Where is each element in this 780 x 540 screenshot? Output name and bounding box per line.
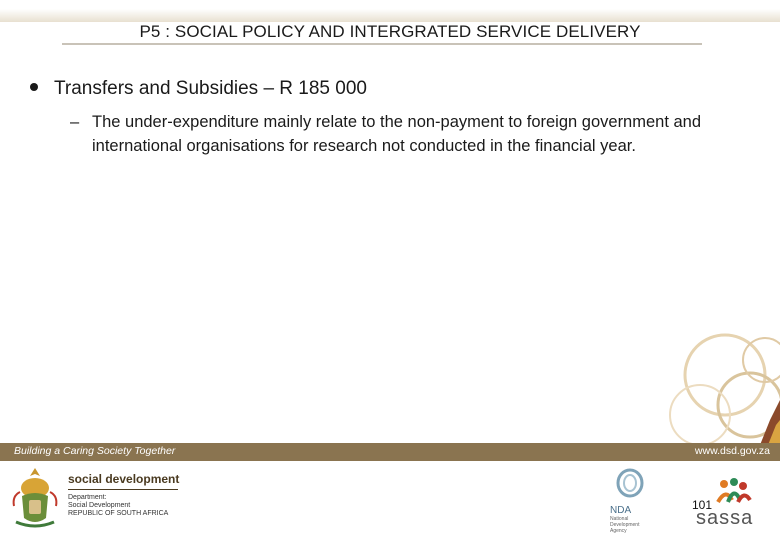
decorative-circles-icon [630,330,780,445]
nda-emblem-icon [610,468,650,498]
footer-band [0,443,780,461]
nda-sub-3: Agency [610,528,627,534]
sd-divider [68,489,178,490]
sub-bullet-item [70,110,740,158]
website-url: www.dsd.gov.za [694,445,770,457]
title-divider [62,43,702,45]
nda-text: NDA [610,505,632,516]
nda-sub-2: Development [610,522,640,528]
bullet-item [30,78,367,100]
page-number: 101 [692,498,713,512]
social-development-logo [68,472,179,518]
sub-bullet-text: The under-expenditure mainly relate to the non-payment to foreign government and international organisations for research not conducted in the financial year. [92,113,702,155]
sd-line-1: Department: [68,494,107,501]
sassa-text: sassa [696,507,754,529]
sd-line-2: Social Development [68,502,131,509]
bullet-text: Transfers and Subsidies – R 185 000 [54,78,367,99]
nda-logo [610,468,650,534]
slide-title: P5 : SOCIAL POLICY AND INTERGRATED SERVICE DELIVERY [139,22,641,41]
sub-bullet-dash: – [70,113,80,131]
sd-line-3: REPUBLIC OF SOUTH AFRICA [68,510,169,517]
sd-title: social development [68,472,180,486]
nda-sub-1: National [610,516,629,522]
tagline: Building a Caring Society Together [14,445,176,457]
title-bar-background [0,0,780,22]
bullet-dot-icon [30,83,38,91]
coat-of-arms-icon [10,466,60,528]
